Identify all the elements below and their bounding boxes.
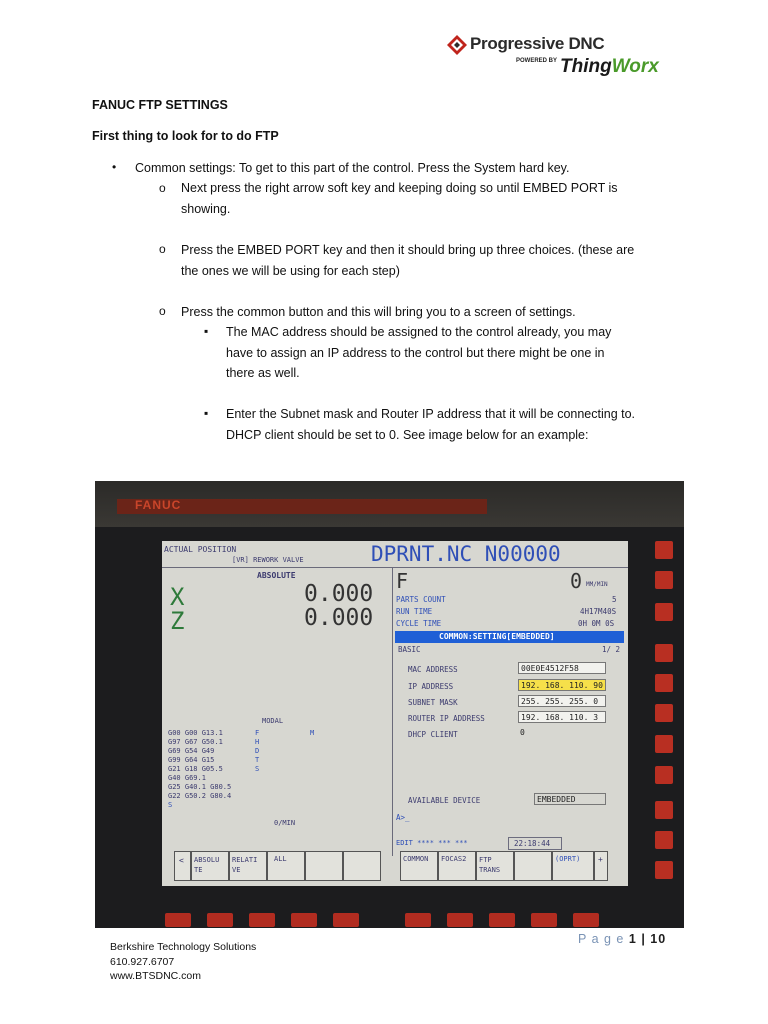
list-item-right-arrow: Next press the right arrow soft key and keeping doing so until EMBED PORT is showing. [181, 181, 618, 216]
list-item-subnet-router: Enter the Subnet mask and Router IP address that it will be connecting to. DHCP client should be set to 0. See image below for an example: [226, 407, 636, 442]
command-prompt[interactable]: A>_ [396, 813, 410, 822]
absolute-label: ABSOLUTE [257, 571, 296, 580]
router-ip-field[interactable]: 192. 168. 110. 3 [518, 711, 606, 723]
list-item-mac-address: The MAC address should be assigned to the control already, you may have to assign an IP address to the control but there might be one in there as well. [226, 325, 612, 380]
logo-powered-by: POWERED BY [516, 58, 558, 64]
axis-z-label: Z [170, 607, 185, 635]
clock: 22:18:44 [514, 839, 551, 848]
document-footer [110, 940, 256, 984]
document-subheading: First thing to look for to do FTP [92, 129, 279, 143]
feed-label: F [396, 569, 409, 593]
bullet-circle-icon: o [159, 242, 166, 256]
bottom-key [573, 913, 599, 927]
mac-address-field[interactable]: 00E0E4512F58 [518, 662, 606, 674]
side-key [655, 831, 673, 849]
bottom-key [291, 913, 317, 927]
side-key [655, 801, 673, 819]
bullet-square-icon: ▪ [204, 324, 209, 338]
bullet-circle-icon: o [159, 181, 166, 195]
softkey-next[interactable]: + [594, 851, 608, 881]
program-comment: [VR] REWORK VALVE [232, 556, 304, 564]
softkey-common[interactable]: COMMON [400, 851, 438, 881]
status-line: EDIT **** *** *** [396, 839, 468, 847]
mac-address-label: MAC ADDRESS [408, 665, 458, 674]
router-ip-label: ROUTER IP ADDRESS [408, 714, 485, 723]
cycle-time-value: 0H 0M 0S [578, 619, 615, 628]
bottom-key [249, 913, 275, 927]
feed-unit: MM/MIN [586, 581, 608, 588]
bullet-square-icon: ▪ [204, 406, 209, 420]
run-time-label: RUN TIME [396, 607, 433, 616]
footer-phone: 610.927.6707 [110, 955, 175, 968]
side-key [655, 541, 673, 559]
actual-position-label: ACTUAL POSITION [164, 545, 237, 554]
bottom-key [333, 913, 359, 927]
side-key [655, 861, 673, 879]
side-key [655, 603, 673, 621]
bottom-key [207, 913, 233, 927]
document-heading: FANUC FTP SETTINGS [92, 98, 228, 112]
page-indicator: 1/ 2 [602, 645, 621, 654]
cycle-time-label: CYCLE TIME [396, 619, 442, 628]
side-key [655, 674, 673, 692]
bottom-key [531, 913, 557, 927]
bullet-circle-icon: o [159, 304, 166, 318]
basic-label: BASIC [398, 645, 421, 654]
page-number: P a g e 1 | 10 [578, 932, 667, 946]
x-position-value: 0.000 [304, 581, 374, 607]
softkey-focas2[interactable]: FOCAS2 [438, 851, 476, 881]
parts-count-value: 5 [612, 595, 617, 604]
logo-brand: ThingWorx [560, 56, 659, 77]
available-device-field[interactable]: EMBEDDED [534, 793, 606, 805]
cnc-screen [162, 541, 628, 886]
softkey-oprt[interactable]: (OPRT) [552, 851, 594, 881]
softkey-absolute[interactable]: ABSOLU TE [191, 851, 229, 881]
footer-company: Berkshire Technology Solutions [110, 941, 257, 953]
dhcp-client-label: DHCP CLIENT [408, 730, 458, 739]
subnet-mask-field[interactable]: 255. 255. 255. 0 [518, 695, 606, 707]
bullet-dot-icon: • [112, 160, 117, 174]
dhcp-client-field[interactable]: 0 [520, 728, 525, 737]
softkey-blank[interactable] [305, 851, 343, 881]
modal-m-label: M [310, 729, 315, 737]
z-position-value: 0.000 [304, 605, 374, 631]
parts-count-label: PARTS COUNT [396, 595, 446, 604]
cnc-control-photo [95, 481, 684, 928]
axis-x-label: X [170, 583, 185, 611]
fanuc-brand: FANUC [135, 498, 182, 512]
modal-gcode-table: G00 G00 G13.1 G97 G67 G50.1 G69 G54 G49 G99 G64 G15 G21 G18 G05.5 G40 G69.1 G25 G40.1 G80.5 G22 G50.2 G80.4 S [168, 729, 232, 809]
company-logo [444, 30, 666, 80]
side-key [655, 571, 673, 589]
feed-value: 0 [570, 569, 583, 593]
modal-letters: F H D T S [255, 729, 260, 773]
side-key [655, 766, 673, 784]
bottom-key [447, 913, 473, 927]
side-key [655, 735, 673, 753]
softkey-prev[interactable]: < [174, 851, 191, 881]
subnet-mask-label: SUBNET MASK [408, 698, 458, 707]
list-item-common-button: Press the common button and this will bring you to a screen of settings. [181, 305, 576, 319]
common-setting-header: COMMON:SETTING[EMBEDDED] [395, 631, 624, 643]
side-key [655, 704, 673, 722]
softkey-blank[interactable] [343, 851, 381, 881]
bottom-key [165, 913, 191, 927]
ip-address-label: IP ADDRESS [408, 682, 454, 691]
bottom-key [405, 913, 431, 927]
softkey-relative[interactable]: RELATI VE [229, 851, 267, 881]
per-min-unit: 0/MIN [274, 819, 296, 827]
softkey-all[interactable]: ALL [267, 851, 305, 881]
bottom-key [489, 913, 515, 927]
ip-address-field[interactable]: 192. 168. 110. 90 [518, 679, 606, 691]
side-key [655, 644, 673, 662]
program-name: DPRNT.NC N00000 [371, 542, 561, 566]
list-item-common-settings: Common settings: To get to this part of the control. Press the System hard key. [135, 161, 570, 175]
softkey-ftp-trans[interactable]: FTP TRANS [476, 851, 514, 881]
logo-name: Progressive DNC [470, 34, 605, 53]
run-time-value: 4H17M40S [580, 607, 617, 616]
softkey-blank[interactable] [514, 851, 552, 881]
footer-website: www.BTSDNC.com [110, 970, 202, 982]
available-device-label: AVAILABLE DEVICE [408, 796, 481, 805]
diamond-logo-icon [446, 34, 468, 56]
modal-label: MODAL [262, 717, 284, 725]
list-item-embed-port: Press the EMBED PORT key and then it should bring up three choices. (these are the ones we will be using for each step) [181, 243, 635, 278]
